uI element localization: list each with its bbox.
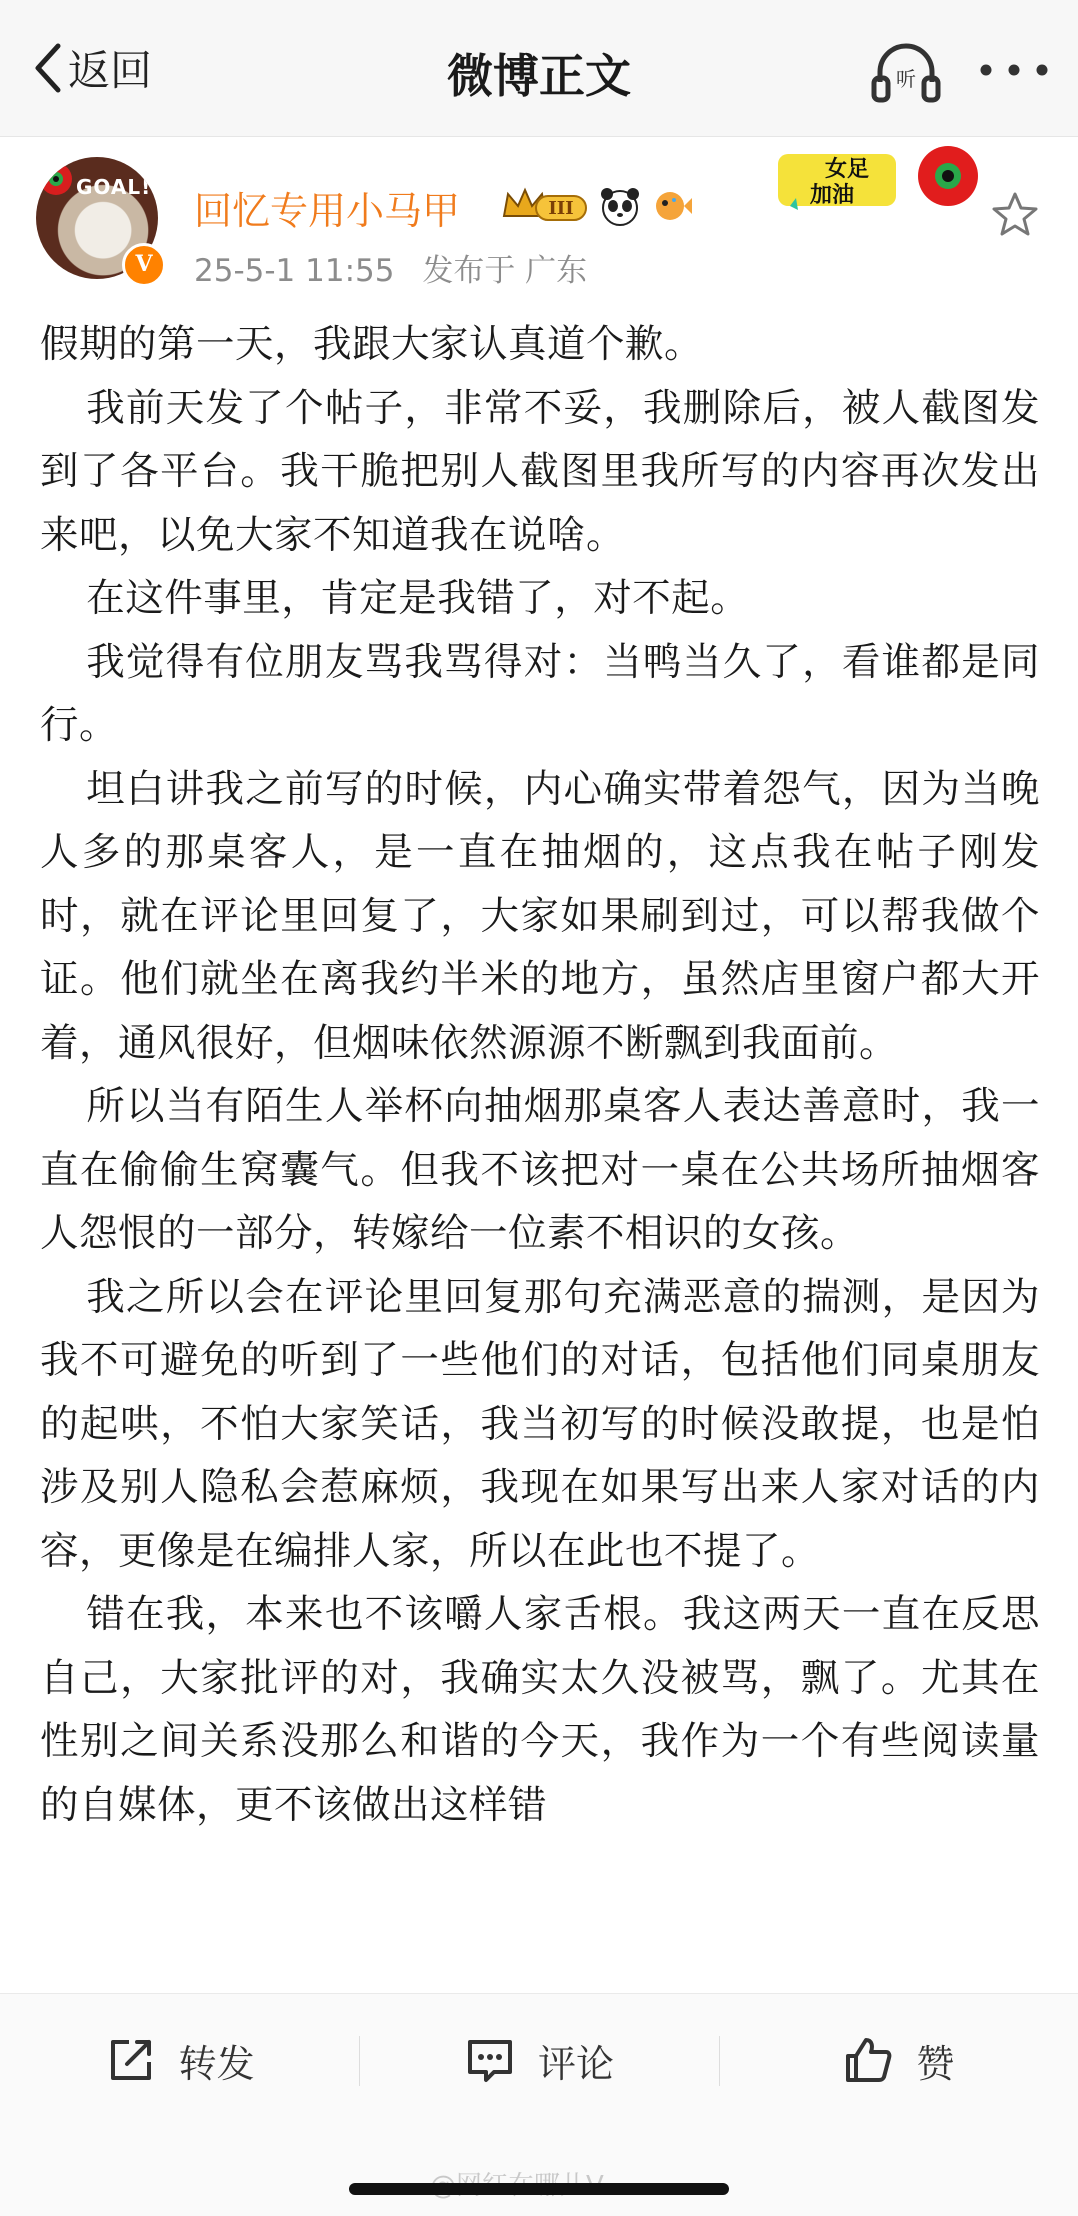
paragraph: 假期的第一天，我跟大家认真道个歉。: [40, 322, 704, 367]
author-badges: [500, 181, 694, 231]
paragraph: 我前天发了个帖子，非常不妥，我删除后，被人截图发到了各平台。我干脆把别人截图里我所写的内容再次发出来吧，以免大家不知道我在说啥。: [40, 385, 1040, 558]
action-bar: [0, 1993, 1078, 2126]
verified-badge: V: [122, 243, 166, 287]
headphones-icon: [870, 38, 942, 104]
paragraph: 坦白讲我之前写的时候，内心确实带着怨气，因为当晚人多的那桌客人，是一直在抽烟的，这点我在帖子刚发时，就在评论里回复了，大家如果刷到过，可以帮我做个证。他们就坐在离我约半米的地方，虽然店里窗户都大开着，通风很好，但烟味依然源源不断飘到我面前。: [40, 766, 1040, 1066]
top-nav-bar: [0, 0, 1078, 137]
post-body: [40, 313, 1040, 1993]
paragraph: 我之所以会在评论里回复那句充满恶意的揣测，是因为我不可避免的听到了一些他们的对话，包括他们同桌朋友的起哄，不怕大家笑话，我当初写的时候没敢提，也是怕涉及别人隐私会惹麻烦，我现在如果写出来人家对话的内容，更像是在编排人家，所以在此也不提了。: [40, 1274, 1040, 1574]
thumbs-up-icon: [842, 2034, 894, 2086]
paragraph: 在这件事里，肯定是我错了，对不起。: [86, 576, 750, 621]
flower-icon: [36, 159, 76, 199]
page-title: 微博正文: [447, 49, 631, 103]
sticker-text-2: 加油: [810, 183, 855, 208]
pufferfish-icon: [650, 184, 694, 228]
avatar[interactable]: [36, 157, 166, 287]
author-name[interactable]: 回忆专用小马甲: [194, 189, 461, 233]
avatar-text: GOAL!: [76, 175, 152, 199]
listen-button[interactable]: [870, 38, 942, 104]
repost-label: 转发: [178, 2041, 255, 2086]
like-label: 赞: [916, 2041, 955, 2086]
post-time: 25-5-1 11:55: [194, 253, 395, 289]
home-indicator[interactable]: [349, 2183, 729, 2195]
more-dots-icon: [976, 50, 1052, 90]
post-meta: [194, 245, 605, 290]
comment-icon: [464, 2034, 516, 2086]
like-button[interactable]: [719, 1994, 1078, 2126]
womens-football-sticker: [770, 140, 1010, 222]
favorite-button[interactable]: [990, 190, 1040, 238]
more-button[interactable]: [976, 50, 1052, 90]
sticker-text-1: 女足: [825, 157, 870, 182]
panda-icon: [598, 184, 642, 228]
back-label: 返回: [68, 46, 153, 95]
svg-text:听: 听: [896, 67, 916, 91]
comment-label: 评论: [537, 2041, 614, 2086]
paragraph: 所以当有陌生人举杯向抽烟那桌客人表达善意时，我一直在偷偷生窝囊气。但我不该把对一桌在公共场所抽烟客人怨恨的一部分，转嫁给一位素不相识的女孩。: [40, 1084, 1040, 1256]
repost-icon: [105, 2034, 157, 2086]
paragraph: 错在我，本来也不该嚼人家舌根。我这两天一直在反思自己，大家批评的对，我确实太久没被骂，飘了。尤其在性别之间关系没那么和谐的今天，我作为一个有些阅读量的自媒体，更不该做出这样错: [40, 1592, 1040, 1828]
repost-button[interactable]: [0, 1994, 359, 2126]
post-location: 发布于 广东: [422, 253, 588, 289]
star-icon: [990, 190, 1040, 238]
footer: [0, 2125, 1078, 2216]
crown-level-icon: [500, 184, 590, 228]
svg-text:III: III: [548, 198, 574, 219]
paragraph: 我觉得有位朋友骂我骂得对：当鸭当久了，看谁都是同行。: [40, 639, 1040, 748]
comment-button[interactable]: [359, 1994, 718, 2126]
